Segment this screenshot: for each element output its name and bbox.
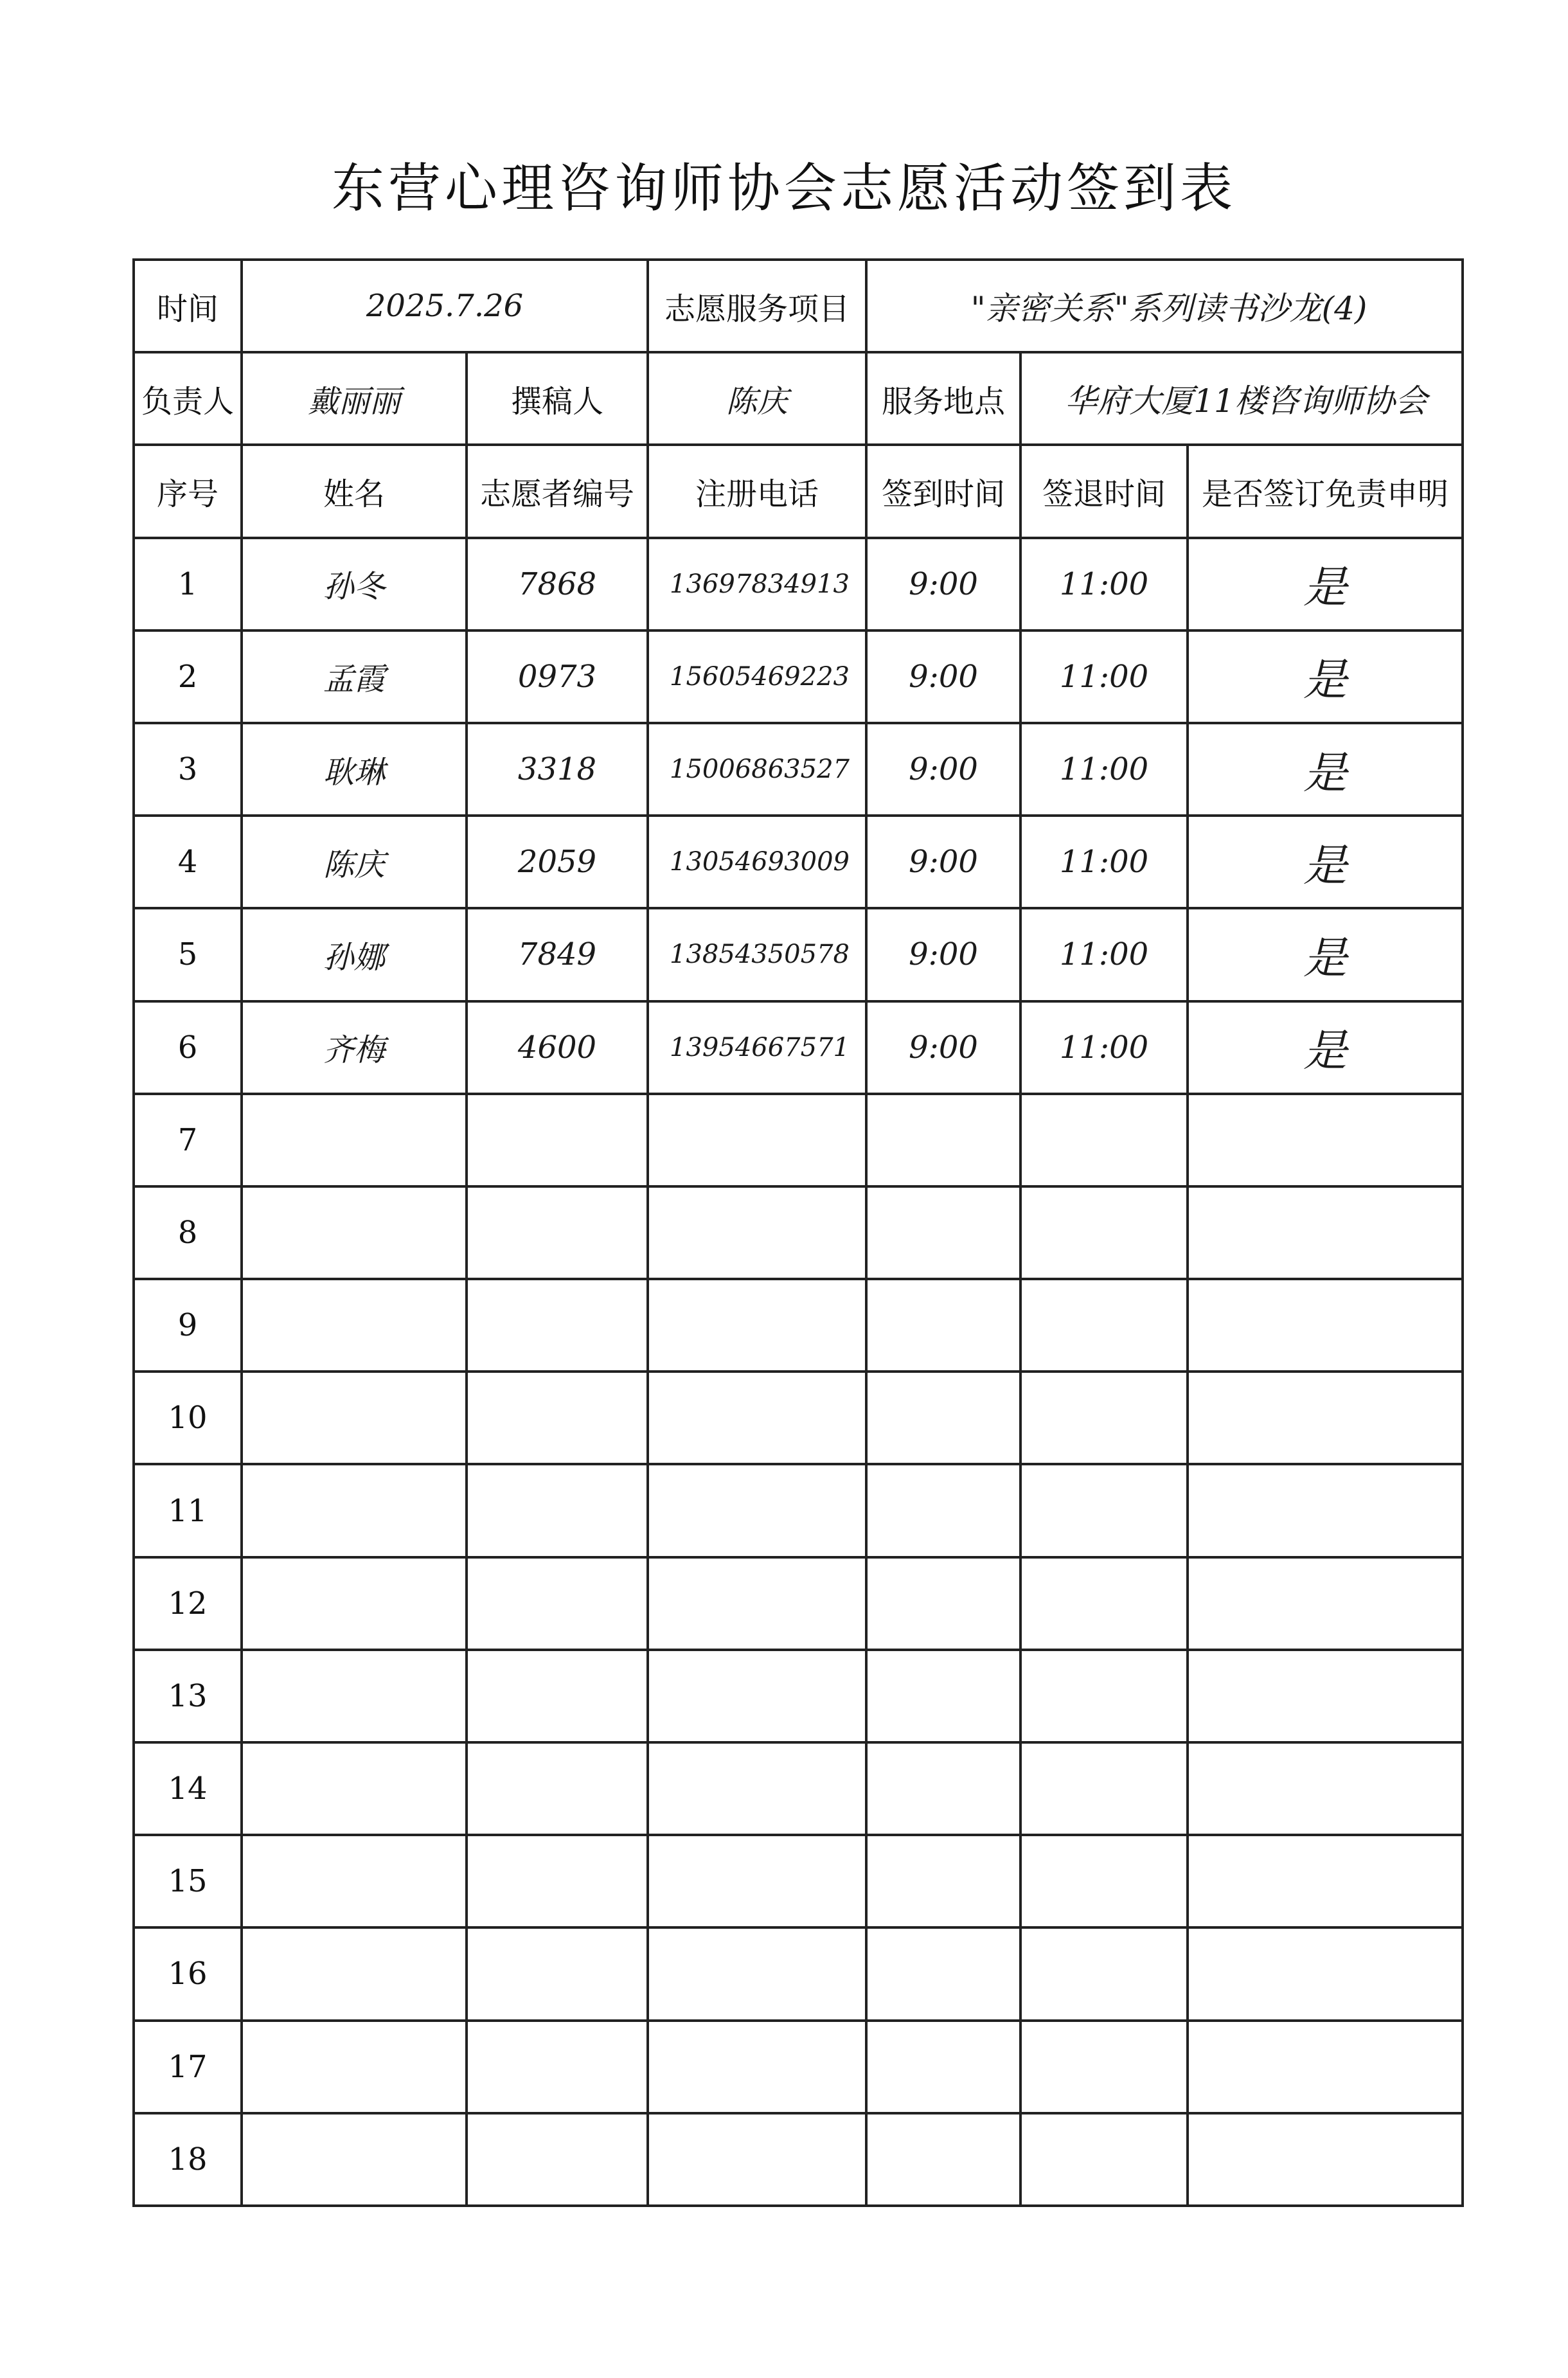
table-row <box>134 1927 1463 2020</box>
sign-in-time-cell[interactable] <box>866 1835 1020 1927</box>
phone-cell[interactable] <box>648 1835 866 1927</box>
name-cell[interactable] <box>242 1279 467 1372</box>
name-cell[interactable] <box>242 1742 467 1835</box>
col-header-volunteer-id: 志愿者编号 <box>467 445 648 537</box>
waiver-signed-cell[interactable] <box>1188 1927 1463 2020</box>
name-cell[interactable] <box>242 1835 467 1927</box>
sign-out-time-cell[interactable] <box>1020 1372 1188 1464</box>
table-row <box>134 1464 1463 1557</box>
table-row <box>134 630 1463 723</box>
sign-out-time-cell[interactable] <box>1020 1186 1188 1279</box>
col-header-name: 姓名 <box>242 445 467 537</box>
row-number: 7 <box>134 1094 242 1186</box>
row-number: 1 <box>134 538 242 630</box>
sign-out-time-cell[interactable] <box>1020 1279 1188 1372</box>
phone-cell[interactable]: 15006863527 <box>648 723 866 816</box>
sign-out-time-cell[interactable]: 11:00 <box>1020 723 1188 816</box>
table-row <box>134 1094 1463 1186</box>
sign-in-time-cell[interactable]: 9:00 <box>866 630 1020 723</box>
waiver-signed-cell[interactable] <box>1188 1835 1463 1927</box>
sign-out-time-cell[interactable]: 11:00 <box>1020 816 1188 908</box>
sign-in-time-cell[interactable] <box>866 1464 1020 1557</box>
sign-in-time-cell[interactable] <box>866 2113 1020 2206</box>
waiver-signed-cell[interactable]: 是 <box>1188 538 1463 630</box>
location-label: 服务地点 <box>866 352 1020 445</box>
table-row <box>134 908 1463 1001</box>
phone-cell[interactable]: 13954667571 <box>648 1001 866 1094</box>
sign-out-time-cell[interactable] <box>1020 1835 1188 1927</box>
sign-out-time-cell[interactable]: 11:00 <box>1020 1001 1188 1094</box>
waiver-signed-cell[interactable] <box>1188 1094 1463 1186</box>
waiver-signed-cell[interactable] <box>1188 1650 1463 1742</box>
col-header-no: 序号 <box>134 445 242 537</box>
volunteer-id-cell[interactable] <box>467 1927 648 2020</box>
row-number: 8 <box>134 1186 242 1279</box>
leader-value[interactable]: 戴丽丽 <box>242 352 467 445</box>
row-number: 15 <box>134 1835 242 1927</box>
name-cell[interactable]: 孟霞 <box>242 630 467 723</box>
row-number: 11 <box>134 1464 242 1557</box>
sign-in-time-cell[interactable] <box>866 2021 1020 2113</box>
sign-in-time-cell[interactable]: 9:00 <box>866 816 1020 908</box>
row-number: 13 <box>134 1650 242 1742</box>
phone-cell[interactable]: 13054693009 <box>648 816 866 908</box>
waiver-signed-cell[interactable]: 是 <box>1188 630 1463 723</box>
volunteer-id-cell[interactable] <box>467 1094 648 1186</box>
phone-cell[interactable] <box>648 1927 866 2020</box>
sign-out-time-cell[interactable]: 11:00 <box>1020 630 1188 723</box>
sign-in-time-cell[interactable]: 9:00 <box>866 538 1020 630</box>
table-row <box>134 816 1463 908</box>
row-number: 9 <box>134 1279 242 1372</box>
volunteer-id-cell[interactable]: 2059 <box>467 816 648 908</box>
sign-in-time-cell[interactable] <box>866 1372 1020 1464</box>
name-cell[interactable]: 陈庆 <box>242 816 467 908</box>
table-row <box>134 1001 1463 1094</box>
sign-out-time-cell[interactable]: 11:00 <box>1020 538 1188 630</box>
waiver-signed-cell[interactable] <box>1188 1464 1463 1557</box>
table-row <box>134 1372 1463 1464</box>
page-title: 东营心理咨询师协会志愿活动签到表 <box>331 158 1236 219</box>
table-row <box>134 2113 1463 2206</box>
sign-out-time-cell[interactable] <box>1020 1927 1188 2020</box>
volunteer-id-cell[interactable]: 4600 <box>467 1001 648 1094</box>
header-row-leader <box>134 352 1463 445</box>
phone-cell[interactable]: 13854350578 <box>648 908 866 1001</box>
row-number: 3 <box>134 723 242 816</box>
phone-cell[interactable] <box>648 1650 866 1742</box>
name-cell[interactable] <box>242 1464 467 1557</box>
sign-in-time-cell[interactable] <box>866 1094 1020 1186</box>
waiver-signed-cell[interactable]: 是 <box>1188 816 1463 908</box>
table-row <box>134 2021 1463 2113</box>
volunteer-id-cell[interactable]: 7868 <box>467 538 648 630</box>
name-cell[interactable]: 孙冬 <box>242 538 467 630</box>
waiver-signed-cell[interactable]: 是 <box>1188 908 1463 1001</box>
col-header-phone: 注册电话 <box>648 445 866 537</box>
project-value[interactable]: "亲密关系"系列读书沙龙(4) <box>866 260 1463 352</box>
row-number: 10 <box>134 1372 242 1464</box>
sign-in-time-cell[interactable] <box>866 1557 1020 1650</box>
volunteer-id-cell[interactable]: 0973 <box>467 630 648 723</box>
table-row <box>134 1835 1463 1927</box>
time-value[interactable]: 2025.7.26 <box>242 260 648 352</box>
column-header-row <box>134 445 1463 537</box>
sign-in-time-cell[interactable] <box>866 1279 1020 1372</box>
row-number: 14 <box>134 1742 242 1835</box>
phone-cell[interactable] <box>648 1464 866 1557</box>
waiver-signed-cell[interactable]: 是 <box>1188 1001 1463 1094</box>
phone-cell[interactable] <box>648 1094 866 1186</box>
sign-out-time-cell[interactable] <box>1020 2021 1188 2113</box>
volunteer-id-cell[interactable] <box>467 1557 648 1650</box>
row-number: 2 <box>134 630 242 723</box>
phone-cell[interactable]: 15605469223 <box>648 630 866 723</box>
waiver-signed-cell[interactable] <box>1188 2021 1463 2113</box>
table-row <box>134 1742 1463 1835</box>
phone-cell[interactable] <box>648 2021 866 2113</box>
name-cell[interactable] <box>242 1094 467 1186</box>
name-cell[interactable]: 耿琳 <box>242 723 467 816</box>
writer-label: 撰稿人 <box>467 352 648 445</box>
col-header-sign-in: 签到时间 <box>866 445 1020 537</box>
phone-cell[interactable] <box>648 1742 866 1835</box>
name-cell[interactable] <box>242 1650 467 1742</box>
name-cell[interactable]: 齐梅 <box>242 1001 467 1094</box>
waiver-signed-cell[interactable] <box>1188 1557 1463 1650</box>
volunteer-id-cell[interactable] <box>467 1279 648 1372</box>
volunteer-id-cell[interactable] <box>467 1650 648 1742</box>
sign-in-time-cell[interactable] <box>866 1650 1020 1742</box>
row-number: 18 <box>134 2113 242 2206</box>
volunteer-id-cell[interactable] <box>467 1835 648 1927</box>
header-row-time <box>134 260 1463 352</box>
waiver-signed-cell[interactable] <box>1188 2113 1463 2206</box>
sign-out-time-cell[interactable] <box>1020 1094 1188 1186</box>
volunteer-id-cell[interactable]: 7849 <box>467 908 648 1001</box>
name-cell[interactable]: 孙娜 <box>242 908 467 1001</box>
volunteer-id-cell[interactable] <box>467 1186 648 1279</box>
row-number: 4 <box>134 816 242 908</box>
table-row <box>134 1650 1463 1742</box>
name-cell[interactable] <box>242 2113 467 2206</box>
sign-in-time-cell[interactable]: 9:00 <box>866 1001 1020 1094</box>
table-row <box>134 538 1463 630</box>
phone-cell[interactable] <box>648 1186 866 1279</box>
name-cell[interactable] <box>242 1186 467 1279</box>
table-body <box>134 260 1463 2206</box>
name-cell[interactable] <box>242 1557 467 1650</box>
waiver-signed-cell[interactable] <box>1188 1742 1463 1835</box>
sign-out-time-cell[interactable] <box>1020 2113 1188 2206</box>
sign-in-table <box>132 258 1464 2207</box>
name-cell[interactable] <box>242 2021 467 2113</box>
row-number: 5 <box>134 908 242 1001</box>
phone-cell[interactable]: 13697834913 <box>648 538 866 630</box>
volunteer-id-cell[interactable] <box>467 1372 648 1464</box>
row-number: 6 <box>134 1001 242 1094</box>
location-value[interactable]: 华府大厦11楼咨询师协会 <box>1020 352 1463 445</box>
sign-in-time-cell[interactable] <box>866 1927 1020 2020</box>
name-cell[interactable] <box>242 1372 467 1464</box>
sign-out-time-cell[interactable] <box>1020 1742 1188 1835</box>
sign-in-time-cell[interactable] <box>866 1186 1020 1279</box>
volunteer-id-cell[interactable] <box>467 2021 648 2113</box>
volunteer-id-cell[interactable] <box>467 2113 648 2206</box>
volunteer-id-cell[interactable] <box>467 1742 648 1835</box>
waiver-signed-cell[interactable] <box>1188 1186 1463 1279</box>
sign-in-time-cell[interactable] <box>866 1742 1020 1835</box>
sign-out-time-cell[interactable] <box>1020 1650 1188 1742</box>
waiver-signed-cell[interactable]: 是 <box>1188 723 1463 816</box>
col-header-waiver: 是否签订免责申明 <box>1188 445 1463 537</box>
waiver-signed-cell[interactable] <box>1188 1279 1463 1372</box>
phone-cell[interactable] <box>648 2113 866 2206</box>
volunteer-id-cell[interactable] <box>467 1464 648 1557</box>
col-header-sign-out: 签退时间 <box>1020 445 1188 537</box>
row-number: 12 <box>134 1557 242 1650</box>
sign-out-time-cell[interactable]: 11:00 <box>1020 908 1188 1001</box>
project-label: 志愿服务项目 <box>648 260 866 352</box>
waiver-signed-cell[interactable] <box>1188 1372 1463 1464</box>
row-number: 16 <box>134 1927 242 2020</box>
row-number: 17 <box>134 2021 242 2113</box>
phone-cell[interactable] <box>648 1372 866 1464</box>
sign-out-time-cell[interactable] <box>1020 1557 1188 1650</box>
name-cell[interactable] <box>242 1927 467 2020</box>
leader-label: 负责人 <box>134 352 242 445</box>
table-row <box>134 1279 1463 1372</box>
sign-in-time-cell[interactable]: 9:00 <box>866 723 1020 816</box>
phone-cell[interactable] <box>648 1279 866 1372</box>
sign-in-time-cell[interactable]: 9:00 <box>866 908 1020 1001</box>
volunteer-id-cell[interactable]: 3318 <box>467 723 648 816</box>
writer-value[interactable]: 陈庆 <box>648 352 866 445</box>
table-row <box>134 1557 1463 1650</box>
time-label: 时间 <box>134 260 242 352</box>
phone-cell[interactable] <box>648 1557 866 1650</box>
table-row <box>134 1186 1463 1279</box>
table-row <box>134 723 1463 816</box>
sign-out-time-cell[interactable] <box>1020 1464 1188 1557</box>
